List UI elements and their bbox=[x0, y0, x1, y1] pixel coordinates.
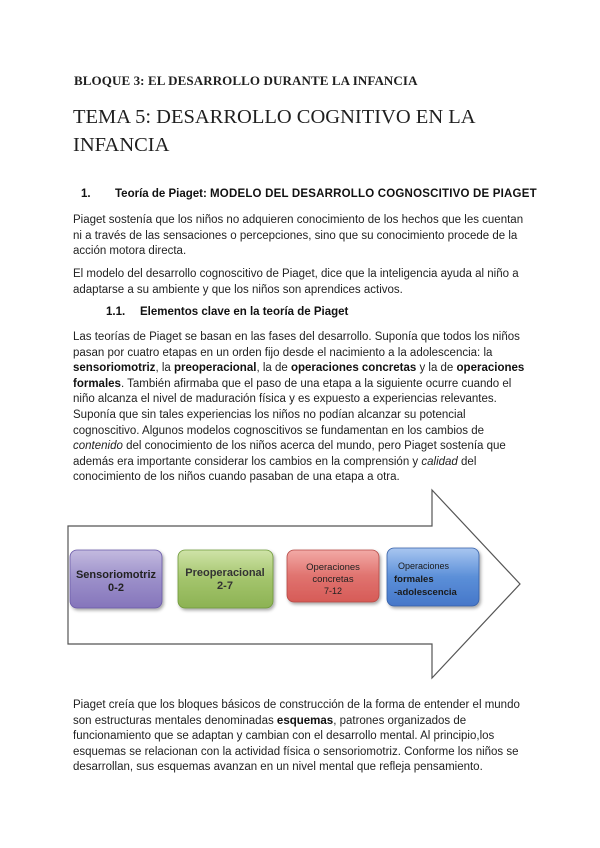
p3-text-1: Las teorías de Piaget se basan en las fases del desarrollo. Suponía que todos los niños pasan por cuatro etapas en un orden fijo desde el nacimiento a la adolescencia: la bbox=[73, 331, 520, 359]
stage-4-label-2: formales bbox=[394, 574, 434, 585]
p3-text-6: del conocimiento de los niños acerca del mundo, pero Piaget sostenía que además era importante considerar los cambios en la comprensión y bbox=[73, 440, 506, 468]
paragraph-2: El modelo del desarrollo cognoscitivo de Piaget, dice que la inteligencia ayuda al niño a adaptarse a su ambiente y que los niños son aprendices activos. bbox=[73, 268, 519, 296]
page-title-line1: TEMA 5: DESARROLLO COGNITIVO EN LA bbox=[73, 106, 476, 128]
paragraph-1: Piaget sostenía que los niños no adquieren conocimiento de los hechos que les cuentan ni a través de las sensaciones o percepciones, sino que su conocimiento procede de la acción motora directa. bbox=[73, 214, 524, 258]
section-1-heading bbox=[73, 188, 537, 200]
page-title bbox=[73, 103, 493, 159]
p3-italic-contenido: contenido bbox=[73, 440, 123, 453]
block-heading: BLOQUE 3: EL DESARROLLO DURANTE LA INFANCIA bbox=[74, 73, 418, 88]
stage-3-label-2: concretas bbox=[312, 574, 354, 585]
p3-term-sensoriomotriz: sensoriomotriz bbox=[73, 362, 156, 375]
p3-text-3: , la de bbox=[256, 362, 291, 375]
p3-term-preoperacional: preoperacional bbox=[173, 362, 257, 375]
stages-arrow-diagram bbox=[60, 488, 530, 688]
p4-text-2: , patrones organizados de funcionamiento que se adaptan y cambian con el desarrollo mental. Al principio,los esquemas se relacionan con la actividad física o sensoriomotriz. Conforme los niños se desarrollan, sus esquemas avanzan en un nivel mental que refleja pensamiento. bbox=[73, 714, 519, 774]
stage-4-label-1: Operaciones bbox=[398, 561, 450, 571]
section-1-1-number: 1.1. bbox=[106, 306, 126, 318]
stage-box-operaciones-concretas bbox=[287, 550, 379, 602]
paragraph-4 bbox=[73, 698, 535, 776]
p3-text-4: y la de bbox=[416, 362, 457, 375]
stage-4-age: -adolescencia bbox=[394, 587, 457, 598]
page-title-line2: INFANCIA bbox=[73, 134, 170, 156]
section-1-number: 1. bbox=[81, 188, 91, 200]
stage-3-age: 7-12 bbox=[323, 586, 343, 596]
section-1-title-b: MODELO DEL DESARROLLO COGNOSCITIVO DE PIAGET bbox=[210, 188, 537, 200]
stage-1-age: 0-2 bbox=[108, 582, 124, 594]
stage-2-label: Preoperacional bbox=[185, 567, 265, 579]
stage-1-label: Sensoriomotriz bbox=[75, 569, 157, 581]
p3-text-7: del conocimiento de los niños cuando pasaban de una etapa a otra. bbox=[73, 455, 477, 484]
stage-box-operaciones-formales bbox=[387, 548, 479, 606]
stage-box-preoperacional bbox=[178, 550, 273, 608]
p4-text-1: Piaget creía que los bloques básicos de construcción de la forma de entender el mundo son estructuras mentales denominadas bbox=[73, 699, 520, 727]
p3-italic-calidad: calidad bbox=[421, 455, 458, 468]
p3-text-5: . También afirmaba que el paso de una etapa a la siguiente ocurre cuando el niño alcanza el nivel de maduración física y es expuesto a experiencias relevantes. Suponía que sin tales experiencias los niños no podían alcanzar su potencial cognoscitivo. Algunos modelos cognoscitivos se fundamentan en los cambios de bbox=[73, 377, 512, 437]
p3-term-operaciones-formales: operaciones formales bbox=[73, 362, 525, 390]
stage-box-sensoriomotriz bbox=[70, 550, 162, 608]
stage-3-label-1: Operaciones bbox=[306, 562, 360, 573]
p3-term-operaciones-concretas: operaciones concretas bbox=[290, 362, 417, 375]
paragraph-3 bbox=[73, 330, 533, 486]
p4-term-esquemas: esquemas bbox=[276, 714, 334, 727]
p3-text-2: , la bbox=[155, 362, 174, 375]
section-1-1-heading bbox=[106, 306, 348, 318]
section-1-title-a: Teoría de Piaget: bbox=[115, 188, 211, 200]
section-1-1-title: Elementos clave en la teoría de Piaget bbox=[140, 306, 349, 318]
stage-2-age: 2-7 bbox=[217, 580, 233, 592]
